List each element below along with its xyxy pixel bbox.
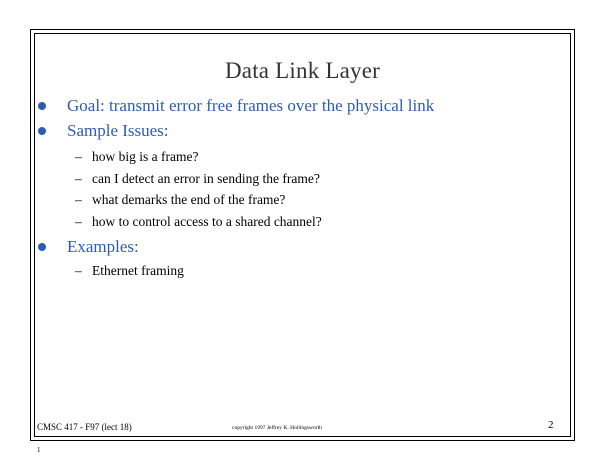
bullet-dot-icon: [38, 102, 46, 110]
bullet-examples-text: Examples:: [67, 237, 139, 256]
dash-icon: –: [75, 214, 82, 229]
sub-item: [75, 263, 184, 279]
sub-item-text: how big is a frame?: [92, 149, 199, 164]
page-number: 2: [548, 419, 554, 431]
bullet-examples: [38, 237, 139, 257]
dash-icon: –: [75, 263, 82, 278]
sub-item: [75, 171, 320, 187]
corner-mark: 1: [37, 446, 41, 454]
bullet-goal-text: Goal: transmit error free frames over the physical link: [67, 96, 435, 115]
sub-item-text: Ethernet framing: [92, 263, 184, 278]
sub-item: [75, 149, 198, 165]
footer-copyright: copyright 1997 Jeffrey K. Hollingsworth: [232, 425, 322, 431]
bullet-dot-icon: [38, 127, 46, 135]
sub-item-text: can I detect an error in sending the frame?: [92, 171, 320, 186]
slide-title: Data Link Layer: [225, 58, 380, 83]
dash-icon: –: [75, 192, 82, 207]
bullet-sample-issues-text: Sample Issues:: [67, 121, 169, 140]
sub-item-text: what demarks the end of the frame?: [92, 192, 286, 207]
bullet-sample-issues: [38, 121, 169, 141]
bullet-goal: [38, 96, 434, 116]
footer-course: CMSC 417 - F97 (lect 18): [37, 422, 132, 432]
sub-item: [75, 214, 322, 230]
sub-item-text: how to control access to a shared channel?: [92, 214, 322, 229]
dash-icon: –: [75, 149, 82, 164]
bullet-dot-icon: [38, 243, 46, 251]
slide-frame-inner: [34, 33, 571, 437]
dash-icon: –: [75, 171, 82, 186]
sub-item: [75, 192, 285, 208]
